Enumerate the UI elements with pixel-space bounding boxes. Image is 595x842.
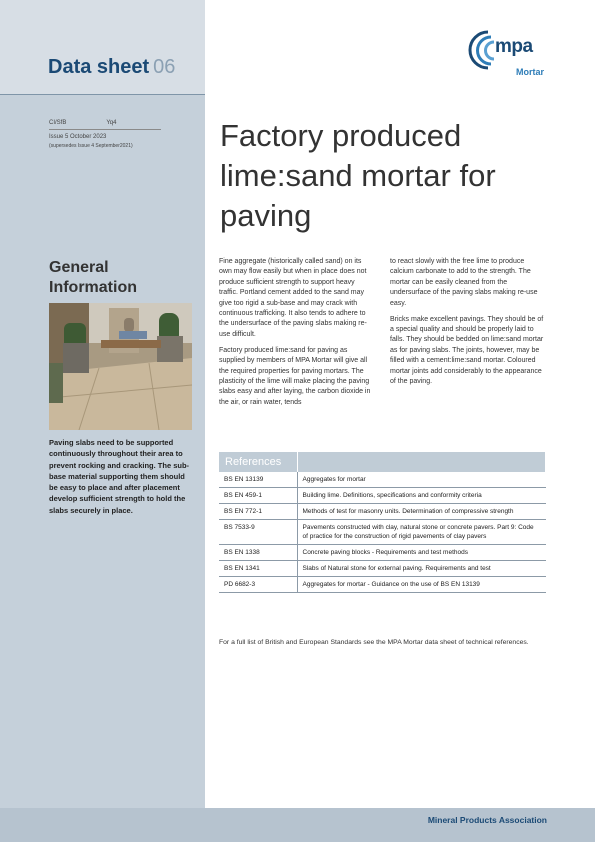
standard-description: Aggregates for mortar - Guidance on the use of BS EN 13139 (297, 577, 546, 593)
footer-bar (0, 808, 595, 842)
table-row (219, 577, 546, 593)
standard-code: PD 6682-3 (219, 577, 297, 593)
body-paragraph: Bricks make excellent pavings. They should be of a special quality and should be properly laid to falls. They should be bedded on lime:sand mortar as for paving slabs. The joints, however, may be filled with a cement:lime:sand mortar. Coloured mortar joints add considerably to the appearance of the paving. (390, 315, 544, 385)
patio-photo (49, 303, 192, 430)
standard-description: Aggregates for mortar (297, 472, 546, 488)
body-paragraph: Factory produced lime:sand for paving as supplied by members of MPA Mortar will give all the required properties for paving mortars. The plasticity of the lime will make placing the paving slabs easy and after laying, the carbon dioxide in the air, or rain water, tends (219, 346, 371, 406)
datasheet-label: Data sheet (48, 56, 150, 78)
datasheet-title (48, 56, 175, 79)
table-row (219, 504, 546, 520)
references-footnote: For a full list of British and European Standards see the MPA Mortar data sheet of technical references. (219, 639, 529, 646)
body-column-right (390, 257, 546, 414)
general-information-heading: General Information (49, 259, 137, 296)
standard-description: Building lime. Definitions, specifications and conformity criteria (297, 488, 546, 504)
table-row (219, 545, 546, 561)
table-row (219, 520, 546, 545)
standard-description: Methods of test for masonry units. Determination of compressive strength (297, 504, 546, 520)
standard-description: Slabs of Natural stone for external paving. Requirements and test (297, 561, 546, 577)
standard-code: BS EN 1338 (219, 545, 297, 561)
standard-description: Pavements constructed with clay, natural stone or concrete pavers. Part 9: Code of practice for the construction of rigid pavements of clay pavers (297, 520, 546, 545)
references-header-row (219, 452, 546, 472)
standard-code: BS EN 1341 (219, 561, 297, 577)
references-heading: References (219, 452, 297, 472)
standard-code: BS EN 13139 (219, 472, 297, 488)
mpa-logo (466, 28, 551, 83)
table-row (219, 561, 546, 577)
table-row (219, 488, 546, 504)
standard-code: BS 7533-9 (219, 520, 297, 545)
issue-info: Issue 5 October 2023 (49, 134, 107, 140)
datasheet-number: 06 (153, 56, 176, 78)
logo-wordmark: mpa (495, 36, 533, 57)
standard-description: Concrete paving blocks - Requirements and test methods (297, 545, 546, 561)
cisfb-code: Yq4 (106, 120, 117, 126)
patio-photo-image (49, 303, 192, 430)
body-paragraph: Fine aggregate (historically called sand) on its own may flow easily but when in place does not produce sufficient strength to support heavy traffic. Portland cement added to the sand may give too rigid a sub-base and may crack with continuous trafficking. It also tends to adhere to the undersurface of the paving slabs making re-use difficult. (219, 258, 367, 338)
table-row (219, 472, 546, 488)
logo-subtitle: Mortar (516, 67, 545, 77)
page-title: Factory produced lime:sand mortar for paving (220, 118, 496, 233)
document-meta (49, 119, 199, 151)
body-columns (219, 257, 546, 414)
classification-line (49, 119, 161, 130)
references-table (219, 452, 546, 593)
standard-code: BS EN 459-1 (219, 488, 297, 504)
supersedes-info: (supersedes Issue 4 September2021) (49, 143, 133, 149)
body-column-left (219, 257, 375, 414)
footer-organisation: Mineral Products Association (427, 815, 547, 825)
references-header-blank (297, 452, 546, 472)
cisfb-label: CI/SfB (49, 120, 67, 126)
standard-code: BS EN 772-1 (219, 504, 297, 520)
sidebar-note: Paving slabs need to be supported continuously throughout their area to prevent rocking and cracking. The sub-base material supporting them should be easy to place and after placement develop sufficient strength to hold the slabs securely in place. (49, 438, 190, 515)
sidebar-header (0, 0, 205, 95)
body-paragraph: to react slowly with the free lime to produce calcium carbonate to add to the strength. The mortar can be easily cleaned from the undersurface of the paving slabs making re-use easy. (390, 258, 538, 307)
